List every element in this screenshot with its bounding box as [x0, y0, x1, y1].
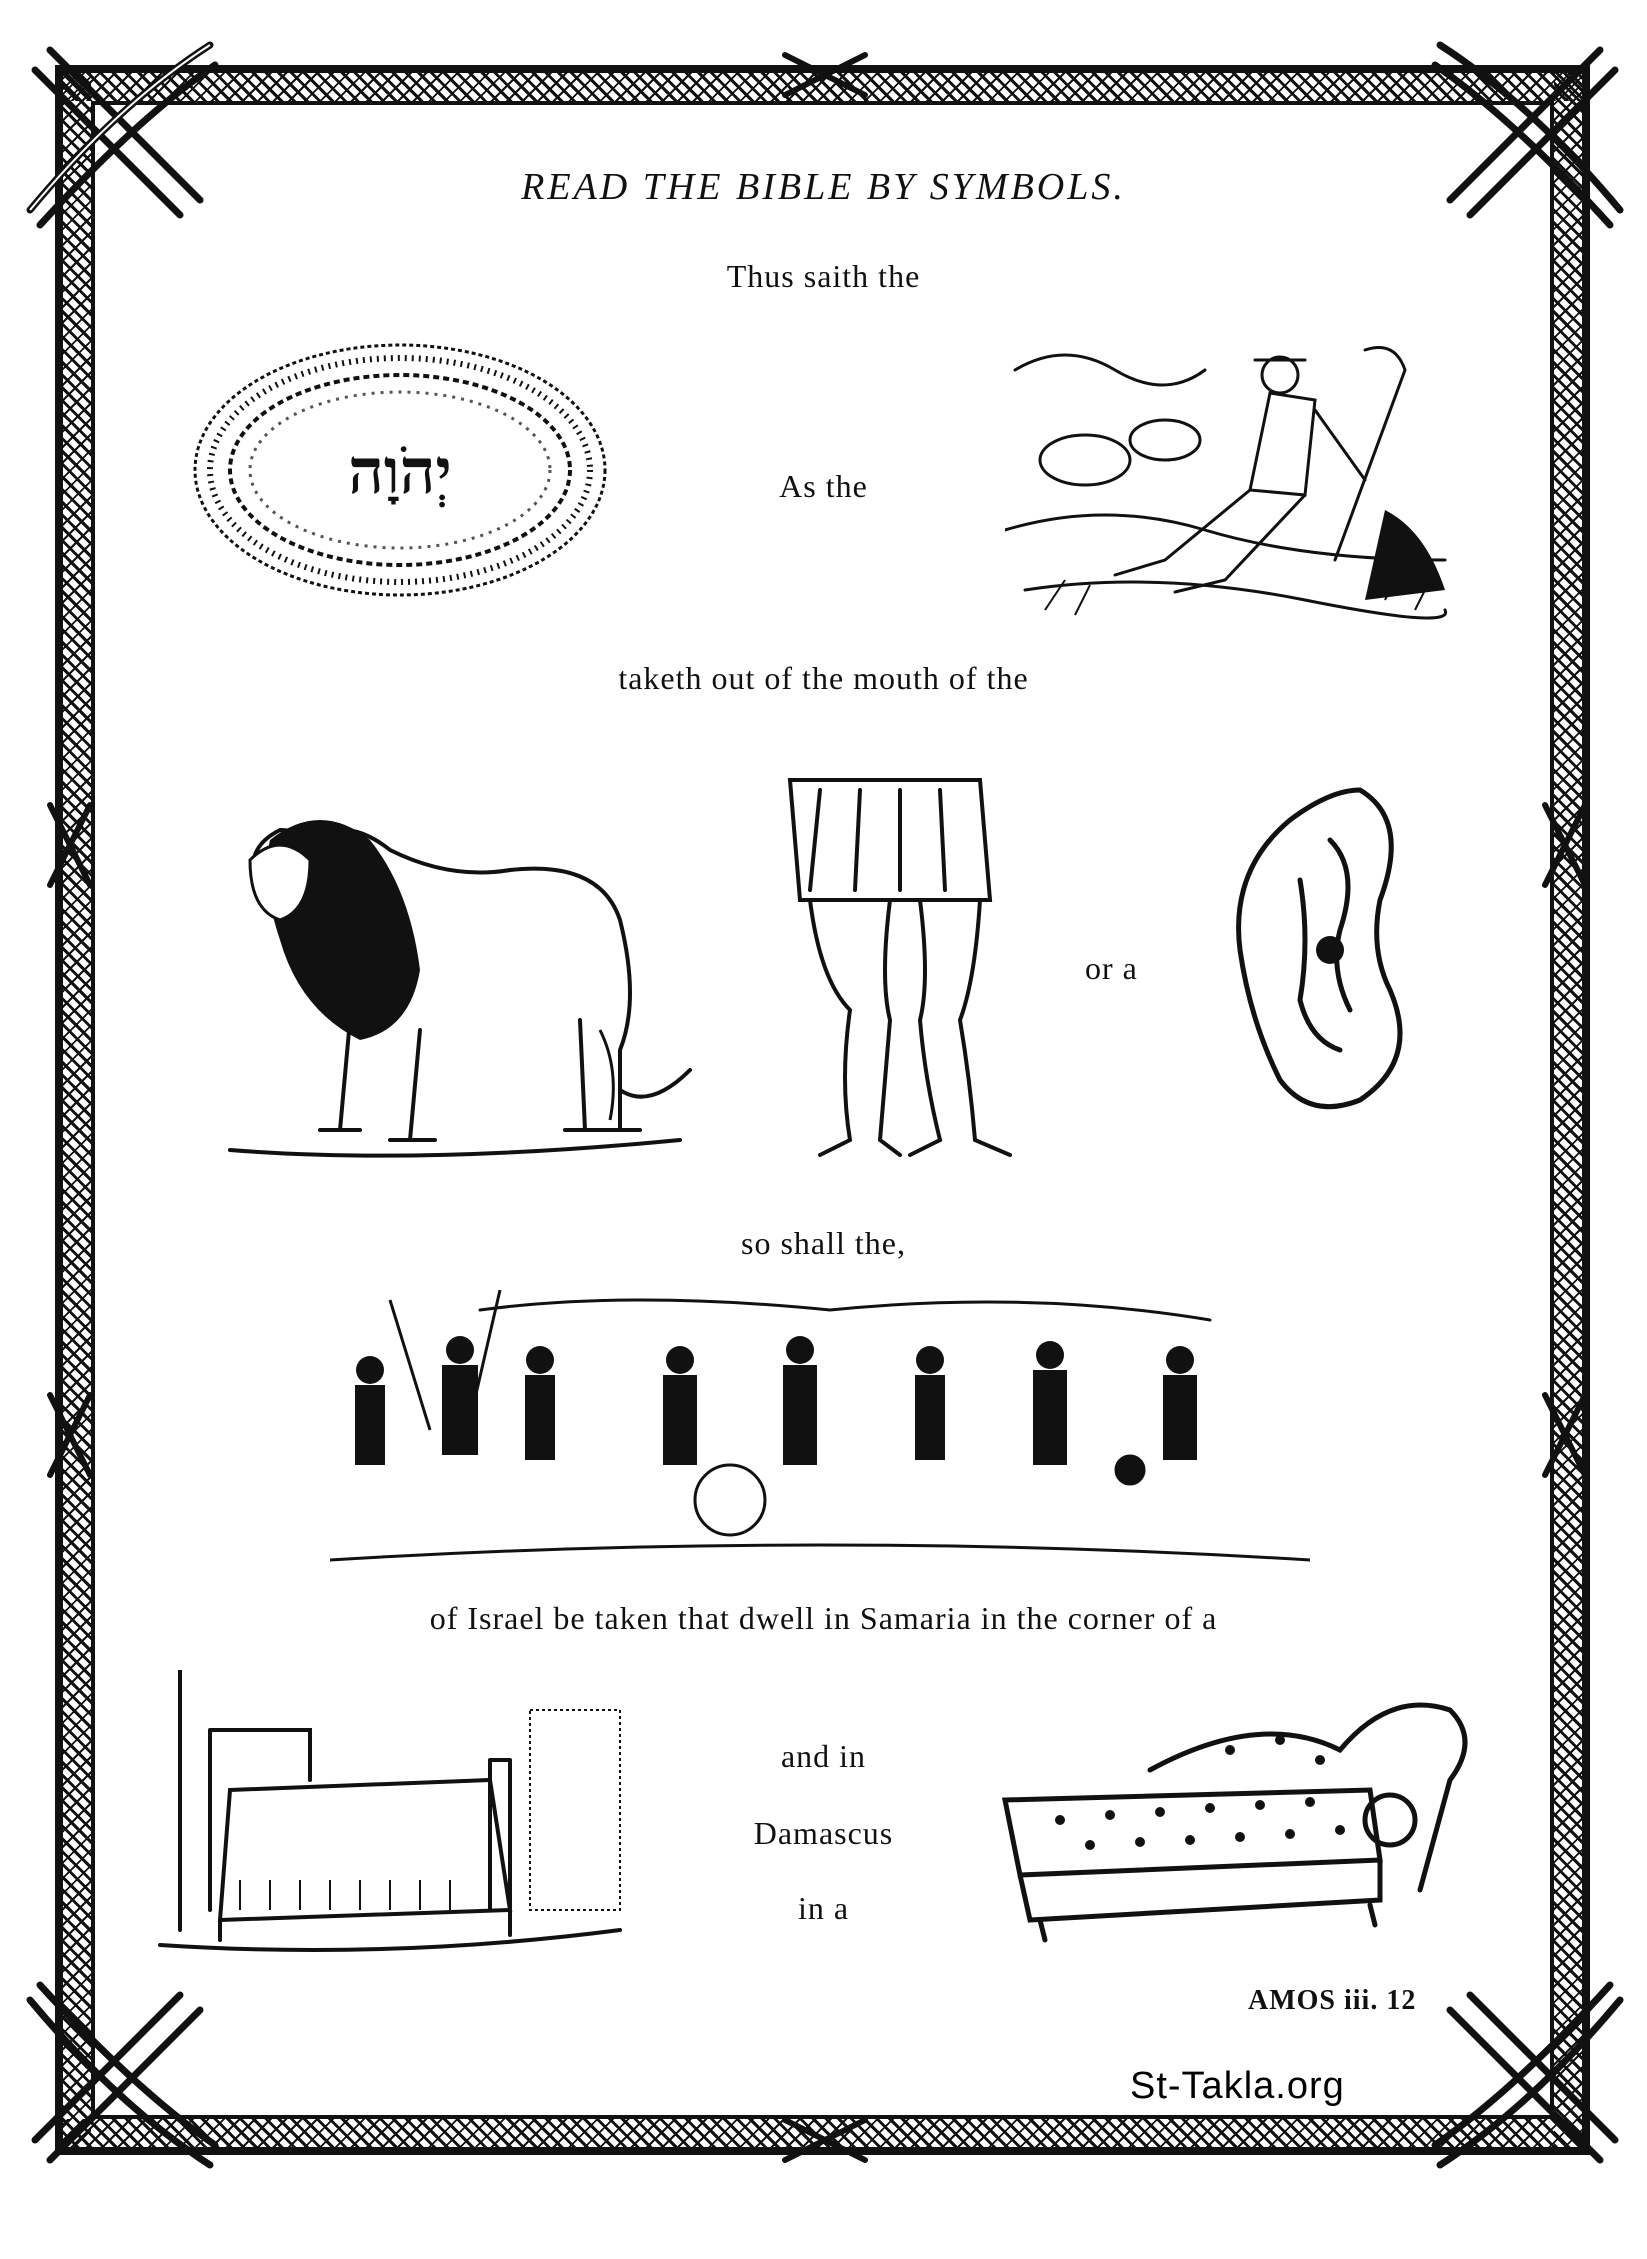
couch-picture [1000, 1690, 1490, 1950]
ear-picture [1210, 780, 1430, 1120]
knot-ornament-left-upper [40, 800, 100, 890]
knot-ornament-left-lower [40, 1390, 100, 1480]
two-legs-picture [780, 760, 1040, 1170]
corner-branch-ornament-bottom-right [1430, 1980, 1630, 2180]
text-so-shall-the: so shall the, [741, 1225, 906, 1261]
knot-ornament-bottom [780, 2110, 870, 2170]
watermark: St-Takla.org [1130, 2065, 1345, 2107]
text-or-a: or a [1085, 950, 1138, 986]
page-title: READ THE BIBLE BY SYMBOLS. [521, 166, 1126, 208]
shepherd-picture [1005, 330, 1455, 630]
children-playing-picture [330, 1290, 1310, 1580]
hebrew-divine-name: יְהֹוָה [348, 435, 452, 508]
scripture-reference: AMOS iii. 12 [1248, 1985, 1417, 2016]
text-in-a: in a [797, 1890, 850, 1926]
text-as-the: As the [779, 468, 868, 504]
lion-picture [220, 770, 700, 1170]
knot-ornament-top [780, 45, 870, 105]
text-damascus: Damascus [753, 1815, 894, 1851]
text-and-in: and in [780, 1738, 867, 1774]
knot-ornament-right-lower [1535, 1390, 1595, 1480]
text-thus-saith-the: Thus saith the [726, 258, 921, 294]
text-of-israel-be-taken: of Israel be taken that dwell in Samaria in the corner of a [429, 1600, 1218, 1636]
knot-ornament-right-upper [1535, 800, 1595, 890]
text-taketh-out-of-the-mouth: taketh out of the mouth of the [618, 660, 1029, 696]
corner-branch-ornament-bottom-left [20, 1980, 220, 2180]
